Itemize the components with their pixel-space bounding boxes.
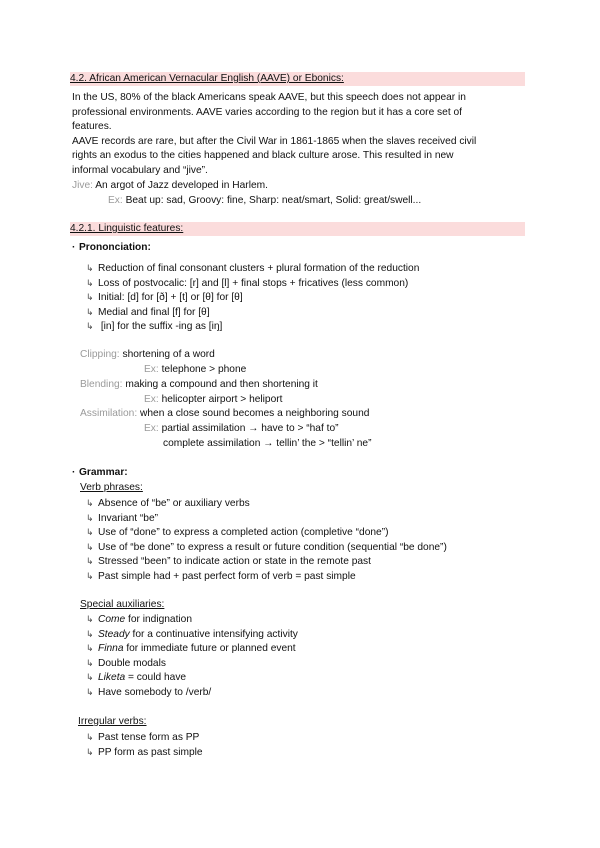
subsection-heading: 4.2.1. Linguistic features: bbox=[70, 222, 525, 236]
sub-arrow-icon: ↳ bbox=[86, 541, 94, 552]
sub-arrow-icon: ↳ bbox=[86, 643, 94, 654]
list-item: ↳ Use of “done” to express a completed action (completive “done”) bbox=[86, 527, 389, 539]
list-item: ↳ Absence of “be” or auxiliary verbs bbox=[86, 498, 250, 509]
list-item: ↳ Past simple had + past perfect form of verb = past simple bbox=[86, 570, 356, 582]
bullet-dot-icon: · bbox=[72, 467, 76, 478]
blending-definition: Blending: making a compound and then shortening it bbox=[80, 379, 318, 390]
assimilation-example: Ex: partial assimilation → have to > “haf to” bbox=[144, 423, 339, 434]
sub-arrow-icon: ↳ bbox=[86, 321, 94, 332]
jive-example bbox=[108, 194, 421, 209]
sub-arrow-icon: ↳ bbox=[86, 556, 94, 567]
list-item: ↳ Have somebody to /verb/ bbox=[86, 686, 212, 698]
list-item: ↳ Steady for a continuative intensifying activity bbox=[86, 628, 298, 640]
example-label: Ex: bbox=[144, 394, 159, 405]
list-item: ↳ Medial and final [f] for [θ] bbox=[86, 306, 210, 318]
sub-arrow-icon: ↳ bbox=[86, 277, 94, 288]
section-heading: 4.2. African American Vernacular English (AAVE) or Ebonics: bbox=[70, 72, 525, 86]
sub-arrow-icon: ↳ bbox=[86, 686, 94, 697]
sub-arrow-icon: ↳ bbox=[86, 498, 94, 508]
irregular-verbs-heading: Irregular verbs: bbox=[78, 716, 147, 727]
list-item: ↳ Initial: [d] for [ð] + [t] or [θ] for [θ] bbox=[86, 292, 243, 304]
sub-arrow-icon: ↳ bbox=[86, 306, 94, 317]
intro-line: professional environments. AAVE varies according to the region but it has a core set of bbox=[72, 106, 462, 118]
list-item: ↳ Come for indignation bbox=[86, 614, 193, 625]
sub-arrow-icon: ↳ bbox=[86, 570, 94, 581]
jive-definition bbox=[72, 179, 268, 194]
jive-text: An argot of Jazz developed in Harlem. bbox=[95, 180, 268, 191]
intro-line: AAVE records are rare, but after the Civil War in 1861-1865 when the slaves received civil bbox=[72, 135, 477, 147]
clipping-example: Ex: telephone > phone bbox=[144, 364, 247, 375]
list-item: ↳ Stressed “been” to indicate action or state in the remote past bbox=[86, 556, 371, 568]
bullet-dot-icon: · bbox=[72, 242, 76, 253]
list-item: ↳ Loss of postvocalic: [r] and [l] + final stops + fricatives (less common) bbox=[86, 277, 409, 289]
blending-example: Ex: helicopter airport > heliport bbox=[144, 394, 283, 405]
list-item: ↳ Reduction of final consonant clusters + plural formation of the reduction bbox=[86, 263, 420, 274]
intro-line: informal vocabulary and “jive”. bbox=[72, 164, 208, 176]
assimilation-definition: Assimilation: when a close sound becomes a neighboring sound bbox=[80, 408, 370, 419]
sub-arrow-icon: ↳ bbox=[86, 628, 94, 639]
example-label: Ex: bbox=[144, 364, 159, 375]
list-item: ↳ Liketa = could have bbox=[86, 672, 187, 684]
process-label: Clipping: bbox=[80, 349, 120, 360]
jive-example-text: Beat up: sad, Groovy: fine, Sharp: neat/smart, Solid: great/swell... bbox=[125, 195, 422, 206]
sub-arrow-icon: ↳ bbox=[86, 746, 94, 757]
pronunciation-list bbox=[86, 261, 419, 334]
sub-arrow-icon: ↳ bbox=[86, 292, 94, 303]
sub-arrow-icon: ↳ bbox=[86, 732, 94, 742]
pronunciation-heading: · Prononciation: bbox=[72, 241, 151, 256]
intro-line: features. bbox=[72, 121, 112, 132]
sub-arrow-icon: ↳ bbox=[86, 512, 94, 523]
list-item: ↳ Finna for immediate future or planned event bbox=[86, 643, 296, 655]
sub-arrow-icon: ↳ bbox=[86, 527, 94, 538]
grammar-heading: · Grammar: bbox=[72, 466, 128, 481]
example-label: Ex: bbox=[108, 195, 123, 206]
verb-phrases-list bbox=[86, 496, 447, 584]
sub-arrow-icon: ↳ bbox=[86, 614, 94, 624]
list-item: ↳ Double modals bbox=[86, 657, 166, 669]
intro-line: rights an exodus to the cities happened and black culture arose. This resulted in new bbox=[72, 150, 454, 161]
special-auxiliaries-list bbox=[86, 612, 298, 700]
list-item: ↳ Invariant “be” bbox=[86, 512, 159, 524]
sub-arrow-icon: ↳ bbox=[86, 657, 94, 668]
clipping-definition: Clipping: shortening of a word bbox=[80, 349, 215, 360]
sub-arrow-icon: ↳ bbox=[86, 672, 94, 683]
special-auxiliaries-heading: Special auxiliaries: bbox=[80, 599, 165, 610]
irregular-verbs-list bbox=[86, 730, 203, 759]
list-item: ↳ Use of “be done” to express a result or future condition (sequential “be done”) bbox=[86, 541, 447, 553]
process-label: Blending: bbox=[80, 379, 123, 390]
assimilation-example: complete assimilation → tellin’ the > “tellin’ ne” bbox=[163, 438, 372, 449]
example-label: Ex: bbox=[144, 423, 159, 434]
intro-paragraph bbox=[72, 91, 532, 178]
list-item: ↳ Past tense form as PP bbox=[86, 732, 200, 743]
list-item: ↳ PP form as past simple bbox=[86, 746, 203, 758]
process-label: Assimilation: bbox=[80, 408, 138, 419]
intro-line: In the US, 80% of the black Americans speak AAVE, but this speech does not appear in bbox=[72, 92, 466, 103]
verb-phrases-heading: Verb phrases: bbox=[80, 482, 143, 493]
list-item: ↳ [in] for the suffix -ing as [iŋ] bbox=[86, 321, 223, 333]
sub-arrow-icon: ↳ bbox=[86, 263, 94, 273]
jive-label: Jive: bbox=[72, 180, 93, 191]
